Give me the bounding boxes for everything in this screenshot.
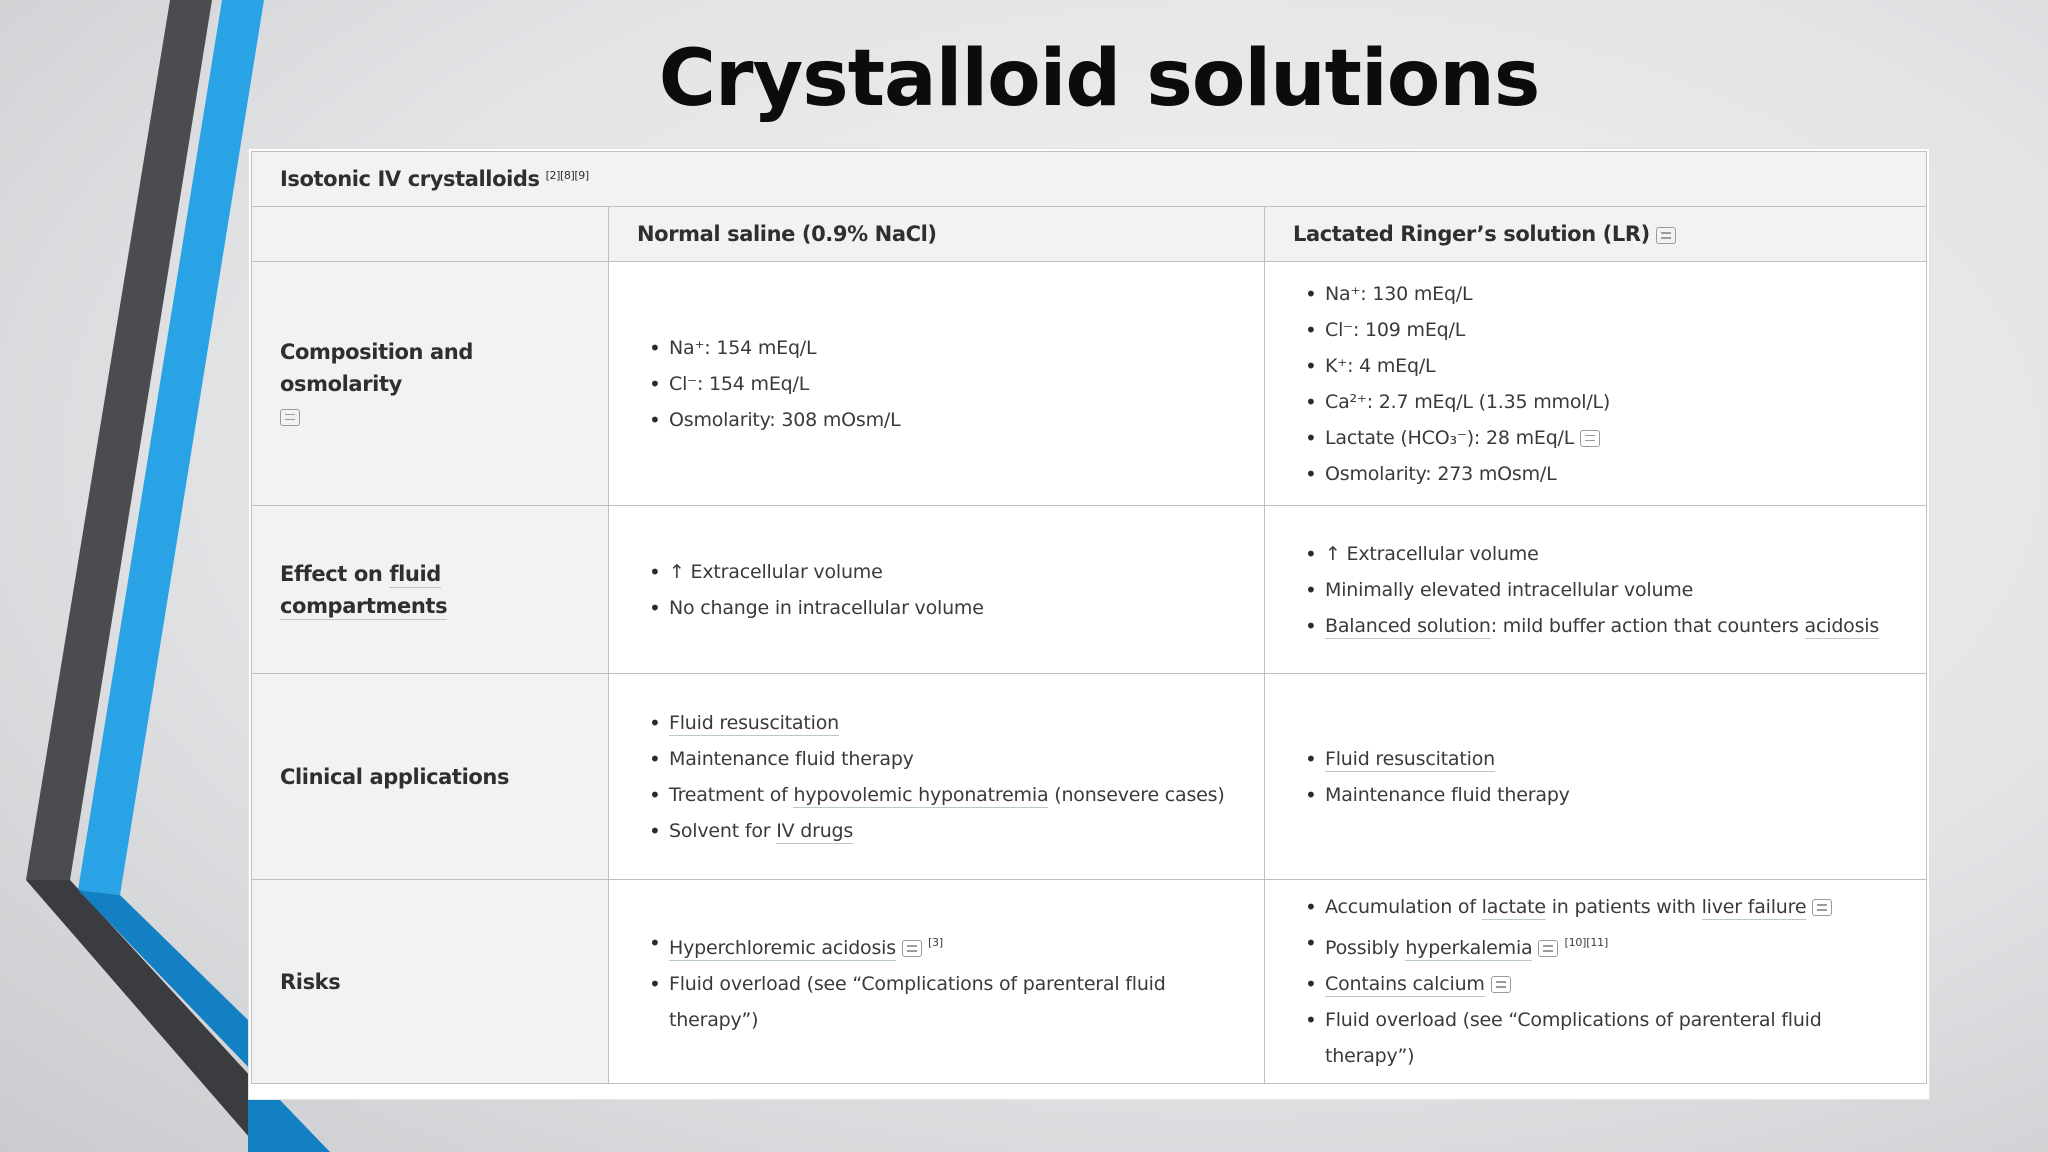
note-icon[interactable]: [902, 940, 922, 957]
note-icon[interactable]: [1491, 976, 1511, 993]
link-fluid-compartments[interactable]: fluid compartments: [280, 561, 448, 618]
crystalloid-table: [251, 151, 1927, 1084]
ref-3[interactable]: [3]: [927, 936, 943, 949]
header-empty: [252, 207, 609, 262]
cell-lr-risks: [1265, 880, 1927, 1084]
list-item: • Accumulation of lactate in patients with liver failure: [1325, 889, 1900, 925]
crystalloid-table-container: [248, 148, 1930, 1100]
table-row: [252, 262, 1927, 506]
list-item: • No change in intracellular volume: [669, 590, 1238, 626]
list-item: • Possibly hyperkalemia [10][11]: [1325, 925, 1900, 966]
header-lactated-ringer: Lactated Ringer’s solution (LR): [1265, 207, 1927, 262]
cell-lr-effect: [1265, 506, 1927, 674]
cell-saline-effect: [609, 506, 1265, 674]
table-row: [252, 506, 1927, 674]
note-icon[interactable]: [1538, 940, 1558, 957]
list-item: • Cl⁻: 154 mEq/L: [669, 366, 1238, 402]
table-row: [252, 674, 1927, 880]
list-item: • Cl⁻: 109 mEq/L: [1325, 312, 1900, 348]
link-hyperchloremic-acidosis[interactable]: Hyperchloremic acidosis: [669, 937, 896, 959]
list-item: • Na⁺: 130 mEq/L: [1325, 276, 1900, 312]
list-item: [1325, 966, 1900, 1002]
list-item: • Maintenance fluid therapy: [669, 741, 1238, 777]
row-label-composition: Composition and osmolarity: [252, 262, 609, 506]
row-label-clinical: Clinical applications: [252, 674, 609, 880]
list-item: • Fluid overload (see “Complications of parenteral fluid therapy”): [1325, 1002, 1900, 1074]
list-item: • K⁺: 4 mEq/L: [1325, 348, 1900, 384]
note-icon[interactable]: [1656, 227, 1676, 244]
link-liver-failure[interactable]: liver failure: [1701, 896, 1807, 918]
link-hypovolemic-hyponatremia[interactable]: hypovolemic hyponatremia: [793, 783, 1049, 806]
list-item: • Minimally elevated intracellular volume: [1325, 572, 1900, 608]
link-hyperkalemia[interactable]: hyperkalemia: [1405, 937, 1533, 959]
header-row: [252, 207, 1927, 262]
note-icon[interactable]: [280, 409, 300, 426]
link-acidosis[interactable]: acidosis: [1804, 614, 1880, 637]
list-item: • Na⁺: 154 mEq/L: [669, 330, 1238, 366]
cell-lr-composition: [1265, 262, 1927, 506]
caption-refs[interactable]: [2][8][9]: [545, 169, 589, 182]
slide-title: Crystalloid solutions: [658, 34, 1540, 124]
list-item: • Osmolarity: 273 mOsm/L: [1325, 456, 1900, 492]
list-item: • Fluid overload (see “Complications of parenteral fluid therapy”): [669, 966, 1238, 1038]
link-balanced-solution[interactable]: Balanced solution: [1325, 614, 1491, 637]
note-icon[interactable]: [1580, 430, 1600, 447]
note-icon[interactable]: [1812, 899, 1832, 916]
row-label-fluid-compartments: Effect on fluid compartments: [252, 506, 609, 674]
list-item: [1325, 741, 1900, 777]
cell-lr-clinical: [1265, 674, 1927, 880]
cell-saline-risks: [609, 880, 1265, 1084]
list-item: • Maintenance fluid therapy: [1325, 777, 1900, 813]
caption-row: [252, 152, 1927, 207]
cell-saline-clinical: [609, 674, 1265, 880]
list-item: • ↑ Extracellular volume: [669, 554, 1238, 590]
table-caption: [252, 152, 1927, 207]
list-item: • Balanced solution: mild buffer action that counters acidosis: [1325, 608, 1900, 644]
list-item: [669, 925, 1238, 966]
link-iv-drugs[interactable]: IV drugs: [776, 819, 854, 842]
list-item: • Ca²⁺: 2.7 mEq/L (1.35 mmol/L): [1325, 384, 1900, 420]
list-item: • Osmolarity: 308 mOsm/L: [669, 402, 1238, 438]
link-fluid-resuscitation[interactable]: Fluid resuscitation: [669, 711, 839, 734]
link-lactate[interactable]: lactate: [1481, 896, 1546, 918]
list-item: • Treatment of hypovolemic hyponatremia (nonsevere cases): [669, 777, 1238, 813]
link-contains-calcium[interactable]: Contains calcium: [1325, 973, 1485, 995]
list-item: • Lactate (HCO₃⁻): 28 mEq/L: [1325, 420, 1900, 456]
list-item: [669, 705, 1238, 741]
row-label-risks: Risks: [252, 880, 609, 1084]
ref-10-11[interactable]: [10][11]: [1564, 936, 1609, 949]
link-fluid-resuscitation[interactable]: Fluid resuscitation: [1325, 747, 1495, 770]
header-normal-saline: Normal saline (0.9% NaCl): [609, 207, 1265, 262]
caption-text: Isotonic IV crystalloids: [280, 167, 540, 191]
table-row: [252, 880, 1927, 1084]
list-item: • ↑ Extracellular volume: [1325, 536, 1900, 572]
list-item: • Solvent for IV drugs: [669, 813, 1238, 849]
cell-saline-composition: [609, 262, 1265, 506]
